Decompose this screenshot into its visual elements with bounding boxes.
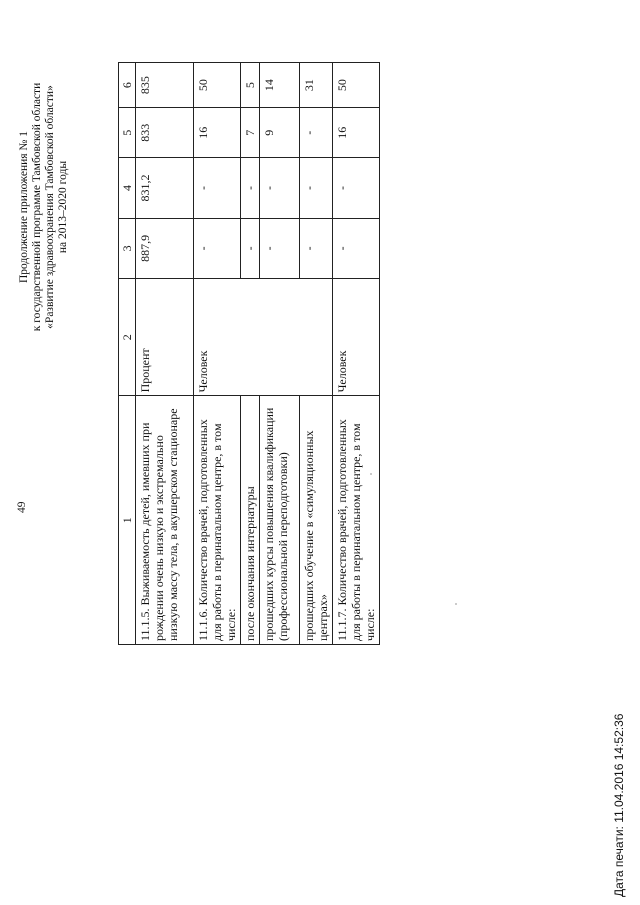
value-cell: 833 — [136, 108, 194, 158]
value-cell: 31 — [300, 63, 333, 108]
value-cell: - — [300, 218, 333, 278]
value-cell: - — [194, 158, 241, 218]
scan-speck — [455, 603, 457, 605]
scan-speck — [370, 473, 372, 475]
value-cell: 887,9 — [136, 218, 194, 278]
value-cell: 835 — [136, 63, 194, 108]
value-cell: - — [241, 218, 260, 278]
table-row — [194, 63, 241, 645]
column-number: 1 — [119, 396, 136, 645]
value-cell: 7 — [241, 108, 260, 158]
value-cell: - — [333, 218, 380, 278]
value-cell: - — [333, 158, 380, 218]
value-cell: 5 — [241, 63, 260, 108]
value-cell: - — [260, 218, 300, 278]
value-cell: - — [260, 158, 300, 218]
indicator-cell: 11.1.6. Количество врачей, подготовленных для работы в перинатальном центре, в том числе: — [194, 396, 241, 645]
header-line-3: «Развитие здравоохранения Тамбовской области» — [44, 85, 56, 329]
value-cell: - — [300, 158, 333, 218]
indicator-cell: 11.1.7. Количество врачей, подготовленных для работы в перинатальном центре, в том числе: — [333, 396, 380, 645]
value-cell: 14 — [260, 63, 300, 108]
print-date: Дата печати: 11.04.2016 14:52:36 — [612, 713, 626, 897]
value-cell: 50 — [194, 63, 241, 108]
table-row — [333, 63, 380, 645]
value-cell: - — [300, 108, 333, 158]
column-number: 3 — [119, 218, 136, 278]
indicators-table — [118, 62, 380, 645]
column-number: 5 — [119, 108, 136, 158]
unit-cell: Человек — [194, 279, 333, 396]
unit-cell: Человек — [333, 279, 380, 396]
table-row — [136, 63, 194, 645]
document-header — [18, 7, 70, 407]
unit-cell: Процент — [136, 279, 194, 396]
indicator-cell: после окончания интернатуры — [241, 396, 260, 645]
value-cell: 50 — [333, 63, 380, 108]
column-number: 2 — [119, 279, 136, 396]
indicator-cell: прошедших обучение в «симуляционных центрах» — [300, 396, 333, 645]
column-number-row — [119, 63, 136, 645]
value-cell: 831,2 — [136, 158, 194, 218]
column-number: 4 — [119, 158, 136, 218]
indicator-cell: прошедших курсы повышения квалификации (профессиональной переподготовки) — [260, 396, 300, 645]
indicator-cell: 11.1.5. Выживаемость детей, имевших при рождении очень низкую и экстремально низкую массу тела, в акушерском стационаре — [136, 396, 194, 645]
value-cell: 16 — [333, 108, 380, 158]
value-cell: - — [241, 158, 260, 218]
header-line-4: на 2013–2020 годы — [57, 160, 69, 254]
value-cell: 9 — [260, 108, 300, 158]
page-number: 49 — [16, 501, 28, 513]
value-cell: 16 — [194, 108, 241, 158]
header-line-2: к государственной программе Тамбовской области — [31, 82, 43, 332]
header-line-1: Продолжение приложения № 1 — [18, 130, 30, 284]
value-cell: - — [194, 218, 241, 278]
column-number: 6 — [119, 63, 136, 108]
